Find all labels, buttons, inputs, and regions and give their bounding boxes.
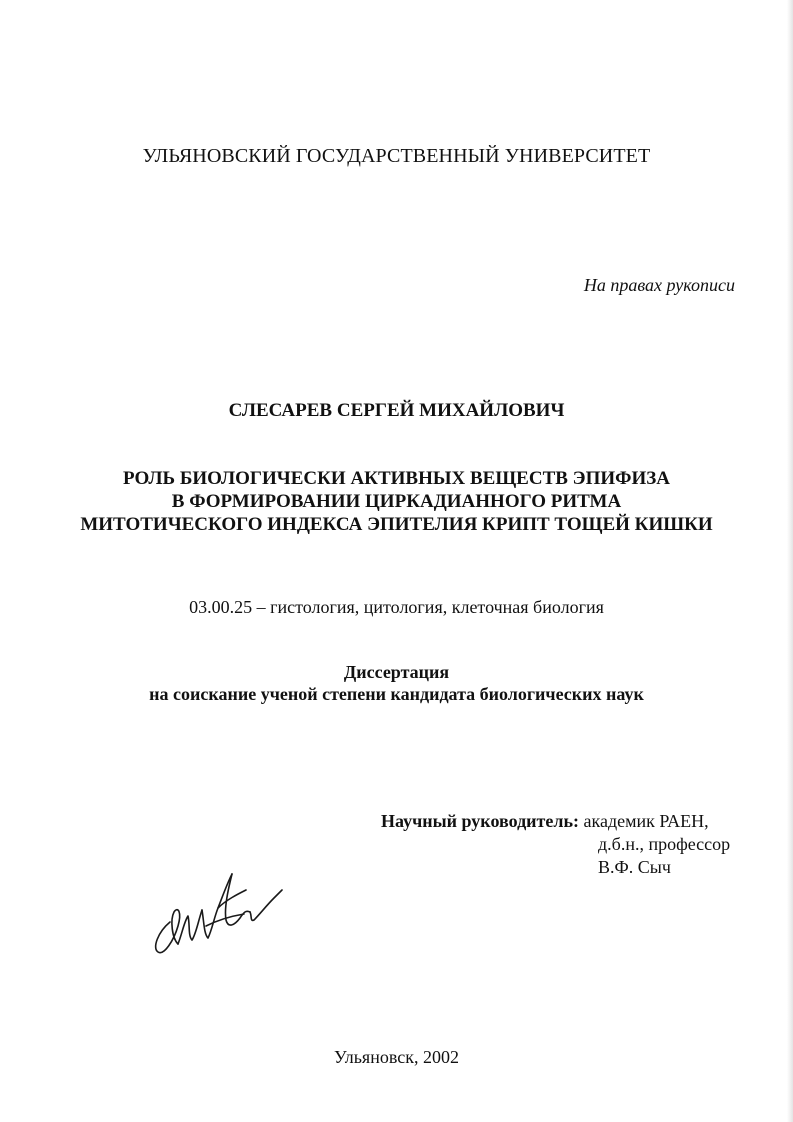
advisor-title: академик РАЕН, <box>583 811 709 831</box>
advisor-name: В.Ф. Сыч <box>598 857 671 877</box>
signature-icon <box>148 860 283 960</box>
dissertation-type: Диссертация <box>343 662 450 682</box>
advisor-degree: д.б.н., профессор <box>598 834 731 854</box>
manuscript-note: На правах рукописи <box>583 275 735 295</box>
city-year: Ульяновск, 2002 <box>334 1047 459 1067</box>
specialty-code: 03.00.25 – гистология, цитология, клеточная биология <box>189 597 604 617</box>
page-edge <box>787 0 793 1122</box>
advisor-first-line <box>381 810 730 833</box>
title-line: РОЛЬ БИОЛОГИЧЕСКИ АКТИВНЫХ ВЕЩЕСТВ ЭПИФИЗА <box>123 468 670 489</box>
scientific-advisor <box>381 810 730 879</box>
title-line: В ФОРМИРОВАНИИ ЦИРКАДИАННОГО РИТМА <box>171 491 622 512</box>
dissertation-title <box>0 467 793 536</box>
advisor-label: Научный руководитель: <box>381 811 579 831</box>
degree-statement: на соискание ученой степени кандидата биологических наук <box>149 684 644 704</box>
author-name: СЛЕСАРЕВ СЕРГЕЙ МИХАЙЛОВИЧ <box>228 400 565 421</box>
title-line: МИТОТИЧЕСКОГО ИНДЕКСА ЭПИТЕЛИЯ КРИПТ ТОЩЕЙ КИШКИ <box>80 514 713 535</box>
university-name: УЛЬЯНОВСКИЙ ГОСУДАРСТВЕННЫЙ УНИВЕРСИТЕТ <box>142 145 651 167</box>
